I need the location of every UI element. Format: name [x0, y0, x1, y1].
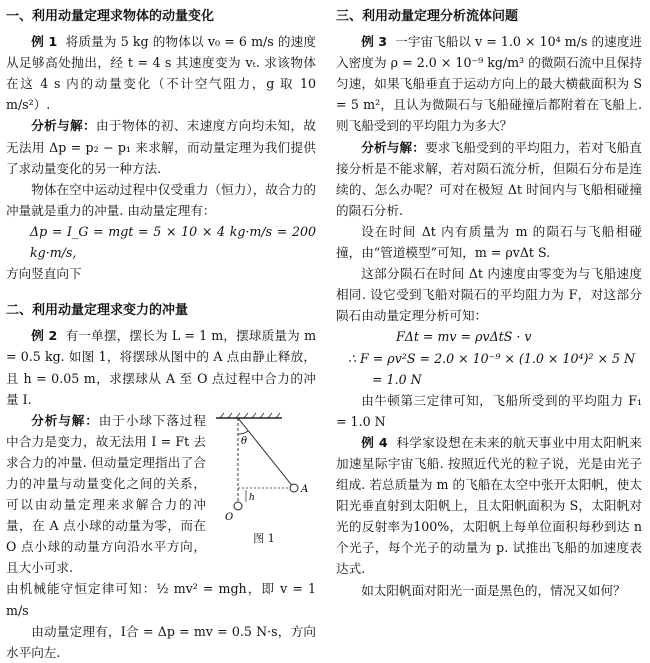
example-3-text: 一宇宙飞船以 v = 1.0 × 10⁴ m/s 的速度进入密度为 ρ = 2.0 × 10⁻⁹ kg/m³ 的微陨石流中且保持匀速，如果飞船垂直于运动方向上的最大横截面积为 S = 5 m²，且认为微陨石与飞船碰撞后都附着在飞船上. 则飞船受到的平均阻力为多大？ — [336, 34, 642, 134]
label-h: h — [249, 492, 255, 503]
example-4-text: 科学家设想在未来的航天事业中用太阳帆来加速星际宇宙飞船. 按照近代光的粒子说，光是由光子组成. 若总质量为 m 的飞船在太空中张开太阳帆，使太阳光垂直射到太阳帆上，且太阳帆面积为 S，太阳帆对光的反射率为100%，太阳帆上每单位面积每秒到达 n 个光子，每个光子的动量为 p. 试推出飞船的加速度表达式. — [336, 434, 642, 577]
ball-at-A — [290, 484, 298, 492]
example-3 — [336, 31, 642, 136]
analysis-2-text: 由于小球下落过程中合力是变力，故无法用 I = Ft 去求合力的冲量. 但动量定理指出了合力的冲量与动量变化之间的关系，可以由动量定理来求解合力的冲量，在 A 点小球的动量为零，而在 O 点小球的动量方向沿水平方向，且大小可求. — [6, 412, 207, 576]
figure-caption: 图 1 — [253, 531, 275, 545]
s3-paragraph-4: 由牛顿第三定律可知，飞船所受到的平均阻力 F₁ = 1.0 N — [336, 392, 642, 429]
s3-equation-2: ∴ F = ρv²S = 2.0 × 10⁻⁹ × (1.0 × 10⁴)² × 5 N — [348, 350, 636, 366]
example-1 — [6, 31, 316, 115]
left-column — [6, 0, 316, 663]
section-1-heading: 一、利用动量定理求物体的动量变化 — [6, 9, 215, 24]
example-3-label: 例 3 — [361, 34, 388, 50]
example-4 — [336, 432, 642, 580]
example-2-label: 例 2 — [31, 328, 58, 344]
s3-equation-3: = 1.0 N — [372, 371, 422, 387]
ball-at-O — [234, 502, 242, 510]
angle-arc — [238, 431, 248, 434]
s1-direction: 方向竖直向下 — [6, 266, 82, 282]
analysis-3-text: 要求飞船受到的平均阻力，若对飞船直接分析是不能求解，若对陨石流分析，但陨石分布是连续的、怎么办呢？可对在极短 Δt 时间内与飞船相碰撞的陨石分析. — [336, 139, 643, 218]
analysis-3-label: 分析与解： — [361, 139, 426, 155]
s1-paragraph-2: 物体在空中运动过程中仅受重力（恒力），故合力的冲量就是重力的冲量. 由动量定理有： — [6, 181, 316, 218]
section-2-heading: 二、利用动量定理求变力的冲量 — [6, 303, 189, 319]
theta-label: θ — [241, 435, 248, 447]
example-1-text: 将质量为 5 kg 的物体以 v₀ = 6 m/s 的速度从足够高处抛出，经 t = 4 s 其速度变为 vₜ. 求该物体在这 4 s 内的动量变化（不计空气阻力，g 取 10 m/s²）. — [6, 34, 317, 113]
analysis-1 — [6, 115, 316, 178]
right-column — [336, 0, 642, 601]
s2-mechanical-energy: 由机械能守恒定律可知：½ mv² = mgh，即 v = 1 m/s — [6, 581, 316, 618]
analysis-1-text: 由于物体的初、末速度方向均未知，故无法用 Δp = p₂ − p₁ 来求解，而动量定理为我们提供了求动量变化的另一种方法. — [6, 118, 317, 176]
example-2 — [6, 325, 316, 409]
analysis-3 — [336, 137, 642, 221]
example-4-followup: 如太阳帆面对阳光一面是黑色的，情况又如何？ — [361, 582, 626, 598]
pendulum-string — [238, 418, 294, 488]
figure-1 — [212, 412, 316, 545]
s3-paragraph-2: 设在时间 Δt 内有质量为 m 的陨石与飞船相碰撞，由“管道模型”可知，m = ρvΔt S. — [336, 223, 642, 261]
analysis-2-label: 分析与解： — [31, 412, 99, 428]
s1-equation: Δp = I_G = mgt = 5 × 10 × 4 kg·m/s = 200 kg·m/s, — [30, 223, 316, 261]
s3-paragraph-3: 这部分陨石在时间 Δt 内速度由零变为与飞船速度相同. 设它受到飞船对陨石的平均阻力为 F，对这部分陨石由动量定理分析可知： — [336, 266, 642, 324]
example-4-label: 例 4 — [361, 434, 388, 450]
section-3-heading: 三、利用动量定理分析流体问题 — [336, 9, 519, 24]
pendulum-diagram — [212, 412, 316, 522]
s2-final: 由动量定理有，I合 = Δp = mv = 0.5 N·s，方向水平向左. — [6, 623, 316, 660]
example-2-text: 有一单摆，摆长为 L = 1 m，摆球质量为 m = 0.5 kg. 如图 1，将摆球从图中的 A 点由静止释放，且 h = 0.05 m，求摆球从 A 至 O 点过程中合力的冲量 I. — [6, 328, 317, 407]
label-O: O — [225, 511, 234, 522]
example-1-label: 例 1 — [31, 34, 58, 50]
analysis-1-label: 分析与解： — [31, 118, 97, 134]
label-A: A — [301, 483, 309, 495]
s3-equation-1: FΔt = mv = ρvΔtS · v — [396, 329, 532, 345]
